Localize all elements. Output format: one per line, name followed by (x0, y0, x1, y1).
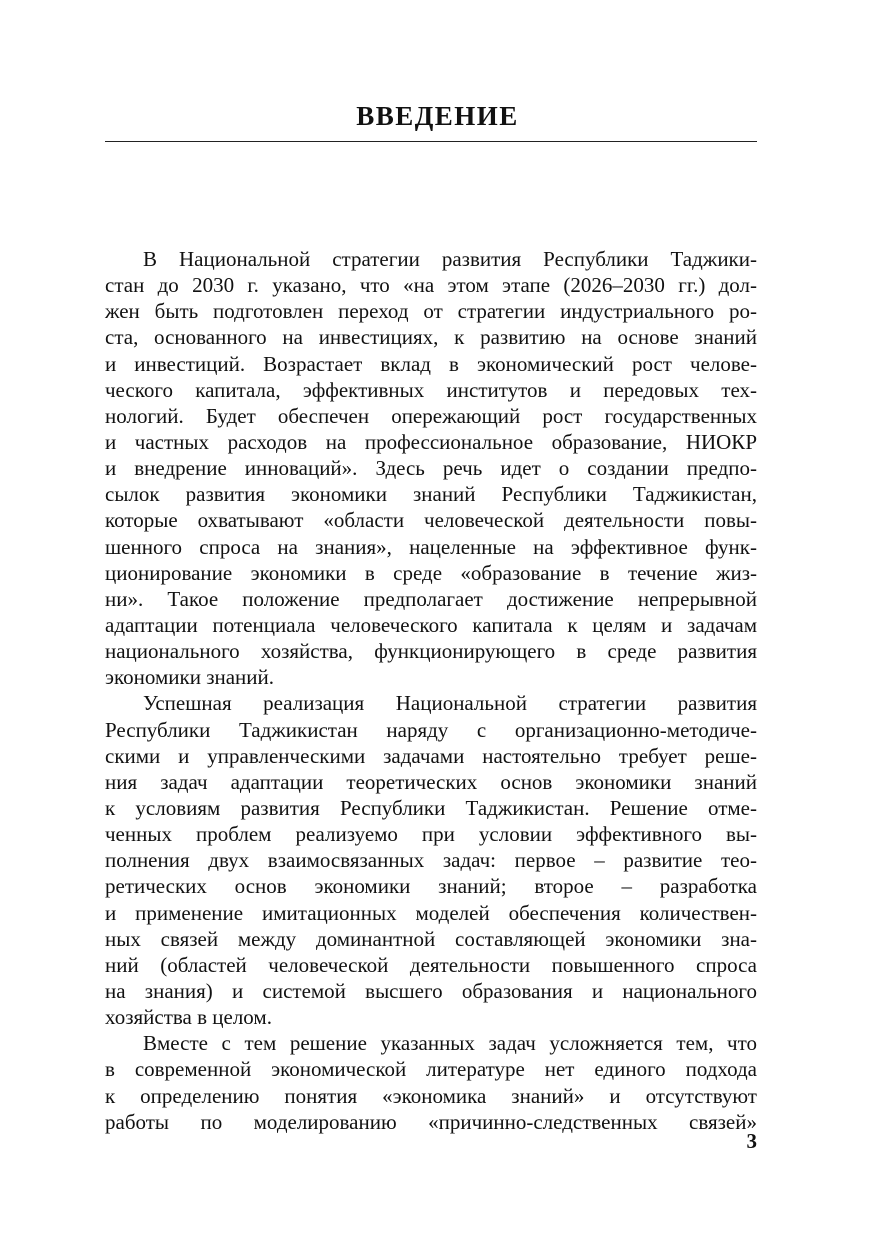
paragraph-line: ческого капитала, эффективных институтов и передовых тех- (105, 377, 757, 402)
paragraph-line: ных связей между доминантной составляющей экономики зна- (105, 926, 757, 951)
paragraph-line: ченных проблем реализуемо при условии эффективного вы- (105, 822, 757, 847)
paragraph-line: в современной экономической литературе нет единого подхода (105, 1057, 757, 1082)
paragraph-line: стан до 2030 г. указано, что «на этом этапе (2026–2030 гг.) дол- (105, 273, 757, 298)
paragraph-line: и применение имитационных моделей обеспечения количествен- (105, 900, 757, 925)
paragraph (105, 690, 757, 1030)
paragraph-line: полнения двух взаимосвязанных задач: первое – развитие тео- (105, 848, 757, 873)
paragraph-line: Вместе с тем решение указанных задач усложняется тем, что (143, 1031, 757, 1056)
paragraph-line: которые охватывают «области человеческой деятельности повы- (105, 508, 757, 533)
paragraph-line: работы по моделированию «причинно-следственных связей» (105, 1109, 757, 1134)
body-text (105, 246, 757, 1135)
paragraph-line: на знания) и системой высшего образования и национального (105, 978, 757, 1003)
paragraph-line: нологий. Будет обеспечен опережающий рост государственных (105, 403, 757, 428)
paragraph-line: к условиям развития Республики Таджикистан. Решение отме- (105, 795, 757, 820)
paragraph (105, 246, 757, 690)
paragraph-line: сылок развития экономики знаний Республики Таджикистан, (105, 482, 757, 507)
paragraph-line: ста, основанного на инвестициях, к развитию на основе знаний (105, 325, 757, 350)
paragraph-line: ционирование экономики в среде «образование в течение жиз- (105, 560, 757, 585)
paragraph-line: и внедрение инноваций». Здесь речь идет о создании предпо- (105, 456, 757, 481)
paragraph-line: национального хозяйства, функционирующего в среде развития (105, 639, 757, 664)
paragraph-line: ретических основ экономики знаний; второе – разработка (105, 874, 757, 899)
paragraph-line: скими и управленческими задачами настоятельно требует реше- (105, 743, 757, 768)
paragraph-line: адаптации потенциала человеческого капитала к целям и задачам (105, 612, 757, 637)
paragraph-line: ний (областей человеческой деятельности повышенного спроса (105, 952, 757, 977)
paragraph-line: и частных расходов на профессиональное образование, НИОКР (105, 429, 757, 454)
paragraph-line: и инвестиций. Возрастает вклад в экономический рост челове- (105, 351, 757, 376)
title-divider (105, 141, 757, 142)
paragraph-line: Успешная реализация Национальной стратегии развития (143, 691, 757, 716)
paragraph-line: хозяйства в целом. (105, 1005, 272, 1030)
paragraph-line: шенного спроса на знания», нацеленные на эффективное функ- (105, 534, 757, 559)
paragraph-line: к определению понятия «экономика знаний» и отсутствуют (105, 1083, 757, 1108)
paragraph-line: жен быть подготовлен переход от стратегии индустриального ро- (105, 299, 757, 324)
page-number: 3 (746, 1129, 757, 1153)
paragraph-line: ни». Такое положение предполагает достижение непрерывной (105, 586, 757, 611)
page-title: ВВЕДЕНИЕ (356, 101, 519, 131)
paragraph (105, 1030, 757, 1135)
paragraph-line: Республики Таджикистан наряду с организационно-методиче- (105, 717, 757, 742)
paragraph-line: экономики знаний. (105, 665, 275, 690)
paragraph-line: В Национальной стратегии развития Республики Таджики- (143, 247, 757, 271)
paragraph-line: ния задач адаптации теоретических основ экономики знаний (105, 769, 757, 794)
